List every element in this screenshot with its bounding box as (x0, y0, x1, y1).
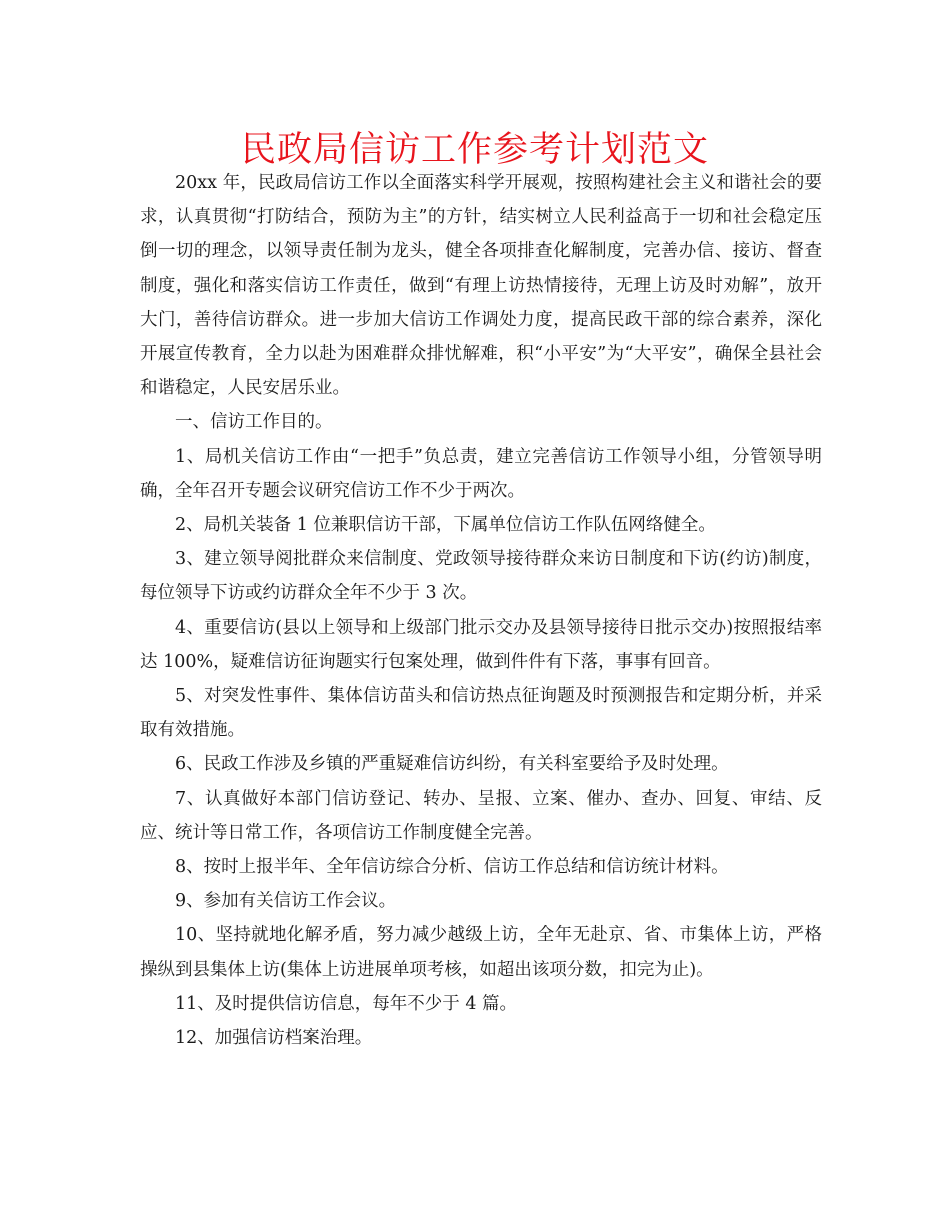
list-item: 1、局机关信访工作由“一把手”负总责，建立完善信访工作领导小组，分管领导明确，全年召开专题会议研究信访工作不少于两次。 (140, 446, 822, 501)
section-heading: 一、信访工作目的。 (175, 412, 333, 433)
list-item: 6、民政工作涉及乡镇的严重疑难信访纠纷，有关科室要给予及时处理。 (175, 754, 729, 775)
list-item: 9、参加有关信访工作会议。 (175, 891, 397, 912)
list-item: 7、认真做好本部门信访登记、转办、呈报、立案、催办、查办、回复、审结、反应、统计等日常工作，各项信访工作制度健全完善。 (140, 788, 822, 843)
document-body (140, 166, 822, 1055)
paragraph-intro: 20xx 年，民政局信访工作以全面落实科学开展观，按照构建社会主义和谐社会的要求，认真贯彻“打防结合，预防为主”的方针，结实树立人民利益高于一切和社会稳定压倒一切的理念，以领导责任制为龙头，健全各项排查化解制度，完善办信、接访、督查制度，强化和落实信访工作责任，做到“有理上访热情接待，无理上访及时劝解”，放开大门，善待信访群众。进一步加大信访工作调处力度，提高民政干部的综合素养，深化开展宣传教育，全力以赴为困难群众排忧解难，积“小平安”为“大平安”，确保全县社会和谐稳定，人民安居乐业。 (140, 173, 822, 399)
list-item: 4、重要信访(县以上领导和上级部门批示交办及县领导接待日批示交办)按照报结率达 100%，疑难信访征询题实行包案处理，做到件件有下落，事事有回音。 (140, 617, 822, 672)
list-item: 10、坚持就地化解矛盾，努力减少越级上访，全年无赴京、省、市集体上访，严格操纵到县集体上访(集体上访进展单项考核，如超出该项分数，扣完为止)。 (140, 925, 822, 980)
list-item: 2、局机关装备 1 位兼职信访干部，下属单位信访工作队伍网络健全。 (175, 515, 716, 536)
list-item: 11、及时提供信访信息，每年不少于 4 篇。 (175, 993, 518, 1014)
list-item: 8、按时上报半年、全年信访综合分析、信访工作总结和信访统计材料。 (175, 857, 729, 878)
list-item: 3、建立领导阅批群众来信制度、党政领导接待群众来访日制度和下访(约访)制度，每位领导下访或约访群众全年不少于 3 次。 (140, 549, 822, 604)
list-item: 5、对突发性事件、集体信访苗头和信访热点征询题及时预测报告和定期分析，并采取有效措施。 (140, 686, 822, 741)
list-item: 12、加强信访档案治理。 (175, 1028, 373, 1049)
document-title: 民政局信访工作参考计划范文 (240, 130, 709, 170)
